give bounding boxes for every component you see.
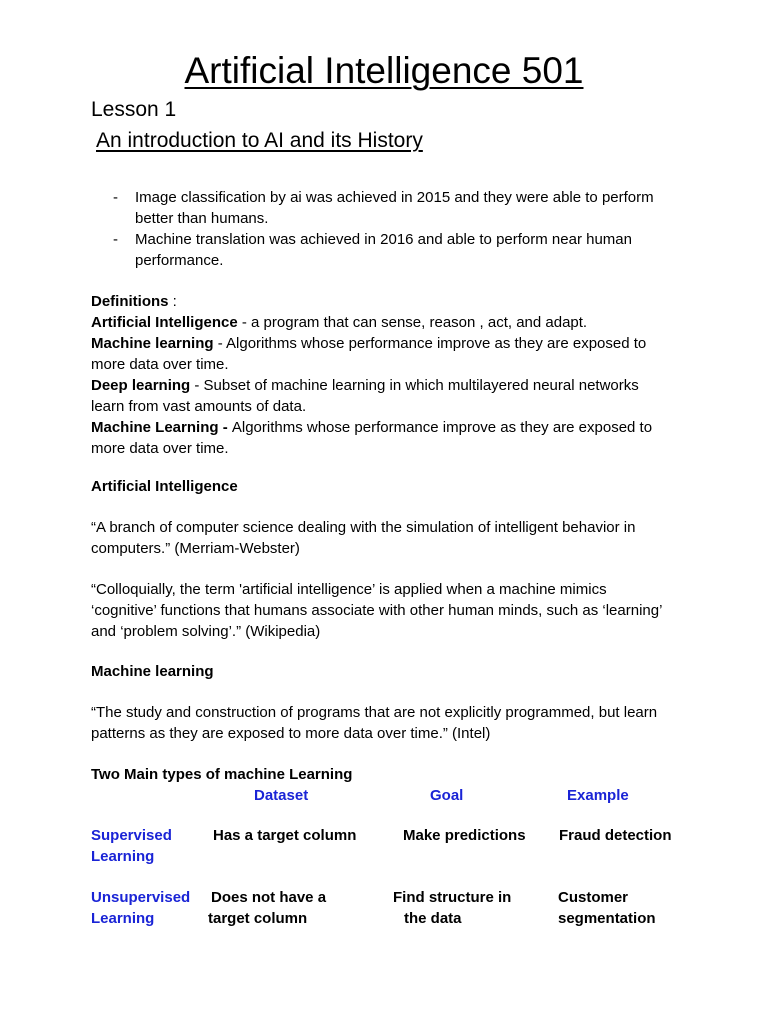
- types-heading: Two Main types of machine Learning: [91, 766, 353, 783]
- goal-line: Make predictions: [403, 827, 526, 844]
- bullet-text: Image classification by ai was achieved in 2015 and they were able to perform better than humans.: [135, 189, 654, 227]
- table-cell-example: [558, 887, 656, 929]
- lesson-label: Lesson 1: [91, 98, 177, 121]
- table-row-type: [91, 825, 172, 867]
- example-line: Fraud detection: [559, 827, 672, 844]
- example-line: Customer: [558, 889, 629, 906]
- definition-item: [91, 375, 666, 417]
- bullet-item: [0, 187, 675, 229]
- table-cell-dataset: [213, 825, 356, 846]
- definitions-heading-line: [91, 291, 666, 312]
- ai-quote-wikipedia: “Colloquially, the term 'artificial intelligence’ is applied when a machine mimics ‘cognitive’ functions that humans associate with other human minds, such as ‘learning’ and ‘problem solving’.” (Wikipedia): [91, 581, 662, 640]
- dataset-line: Has a target column: [213, 827, 357, 844]
- table-row-type: [91, 887, 190, 929]
- table-cell-goal: [403, 825, 526, 846]
- definition-term: Machine Learning -: [91, 419, 232, 436]
- type-line: Supervised: [91, 827, 172, 844]
- page-title: Artificial Intelligence 501: [184, 50, 584, 91]
- ml-quote-intel: “The study and construction of programs that are not explicitly programmed, but learn patterns as they are exposed to more data over time.” (Intel): [91, 704, 658, 742]
- definition-term: Machine learning: [91, 335, 214, 352]
- goal-line: Find structure in: [393, 889, 512, 906]
- definition-item: [91, 417, 666, 459]
- dataset-line: target column: [208, 910, 308, 927]
- definitions-section: [91, 291, 666, 459]
- goal-line: the data: [404, 910, 462, 927]
- definition-item: [91, 312, 666, 333]
- example-line: segmentation: [558, 910, 656, 927]
- bullet-text: Machine translation was achieved in 2016 and able to perform near human performance.: [135, 231, 632, 269]
- table-cell-dataset: [208, 887, 326, 929]
- bullet-list: [0, 187, 768, 271]
- page-title-wrap: [0, 50, 768, 92]
- type-line: Learning: [91, 848, 155, 865]
- table-header-dataset: Dataset: [254, 787, 309, 804]
- ml-heading: Machine learning: [91, 663, 214, 680]
- type-line: Learning: [91, 910, 155, 927]
- table-cell-example: [559, 825, 672, 846]
- definition-term: Deep learning: [91, 377, 191, 394]
- bullet-marker: -: [113, 189, 118, 206]
- ai-quote-merriam: “A branch of computer science dealing with the simulation of intelligent behavior in computers.” (Merriam-Webster): [91, 519, 636, 557]
- definition-item: [91, 333, 666, 375]
- ai-heading: Artificial Intelligence: [91, 478, 238, 495]
- table-cell-goal: [393, 887, 511, 929]
- definitions-heading-suffix: :: [168, 293, 177, 310]
- dataset-line: Does not have a: [211, 889, 327, 906]
- lesson-subtitle: An introduction to AI and its History: [96, 129, 423, 152]
- table-header-example: Example: [567, 787, 629, 804]
- table-header-goal: Goal: [430, 787, 464, 804]
- definition-text: - a program that can sense, reason , act, and adapt.: [237, 314, 588, 331]
- definition-text: - Algorithms whose performance improve as they are exposed to more data over time.: [91, 335, 647, 373]
- bullet-marker: -: [113, 231, 118, 248]
- definition-text: - Subset of machine learning in which multilayered neural networks learn from vast amounts of data.: [91, 377, 639, 415]
- definition-text: Algorithms whose performance improve as they are exposed to more data over time.: [91, 419, 653, 457]
- definition-term: Artificial Intelligence: [91, 314, 238, 331]
- bullet-item: [0, 229, 675, 271]
- definitions-heading: Definitions: [91, 293, 169, 310]
- type-line: Unsupervised: [91, 889, 191, 906]
